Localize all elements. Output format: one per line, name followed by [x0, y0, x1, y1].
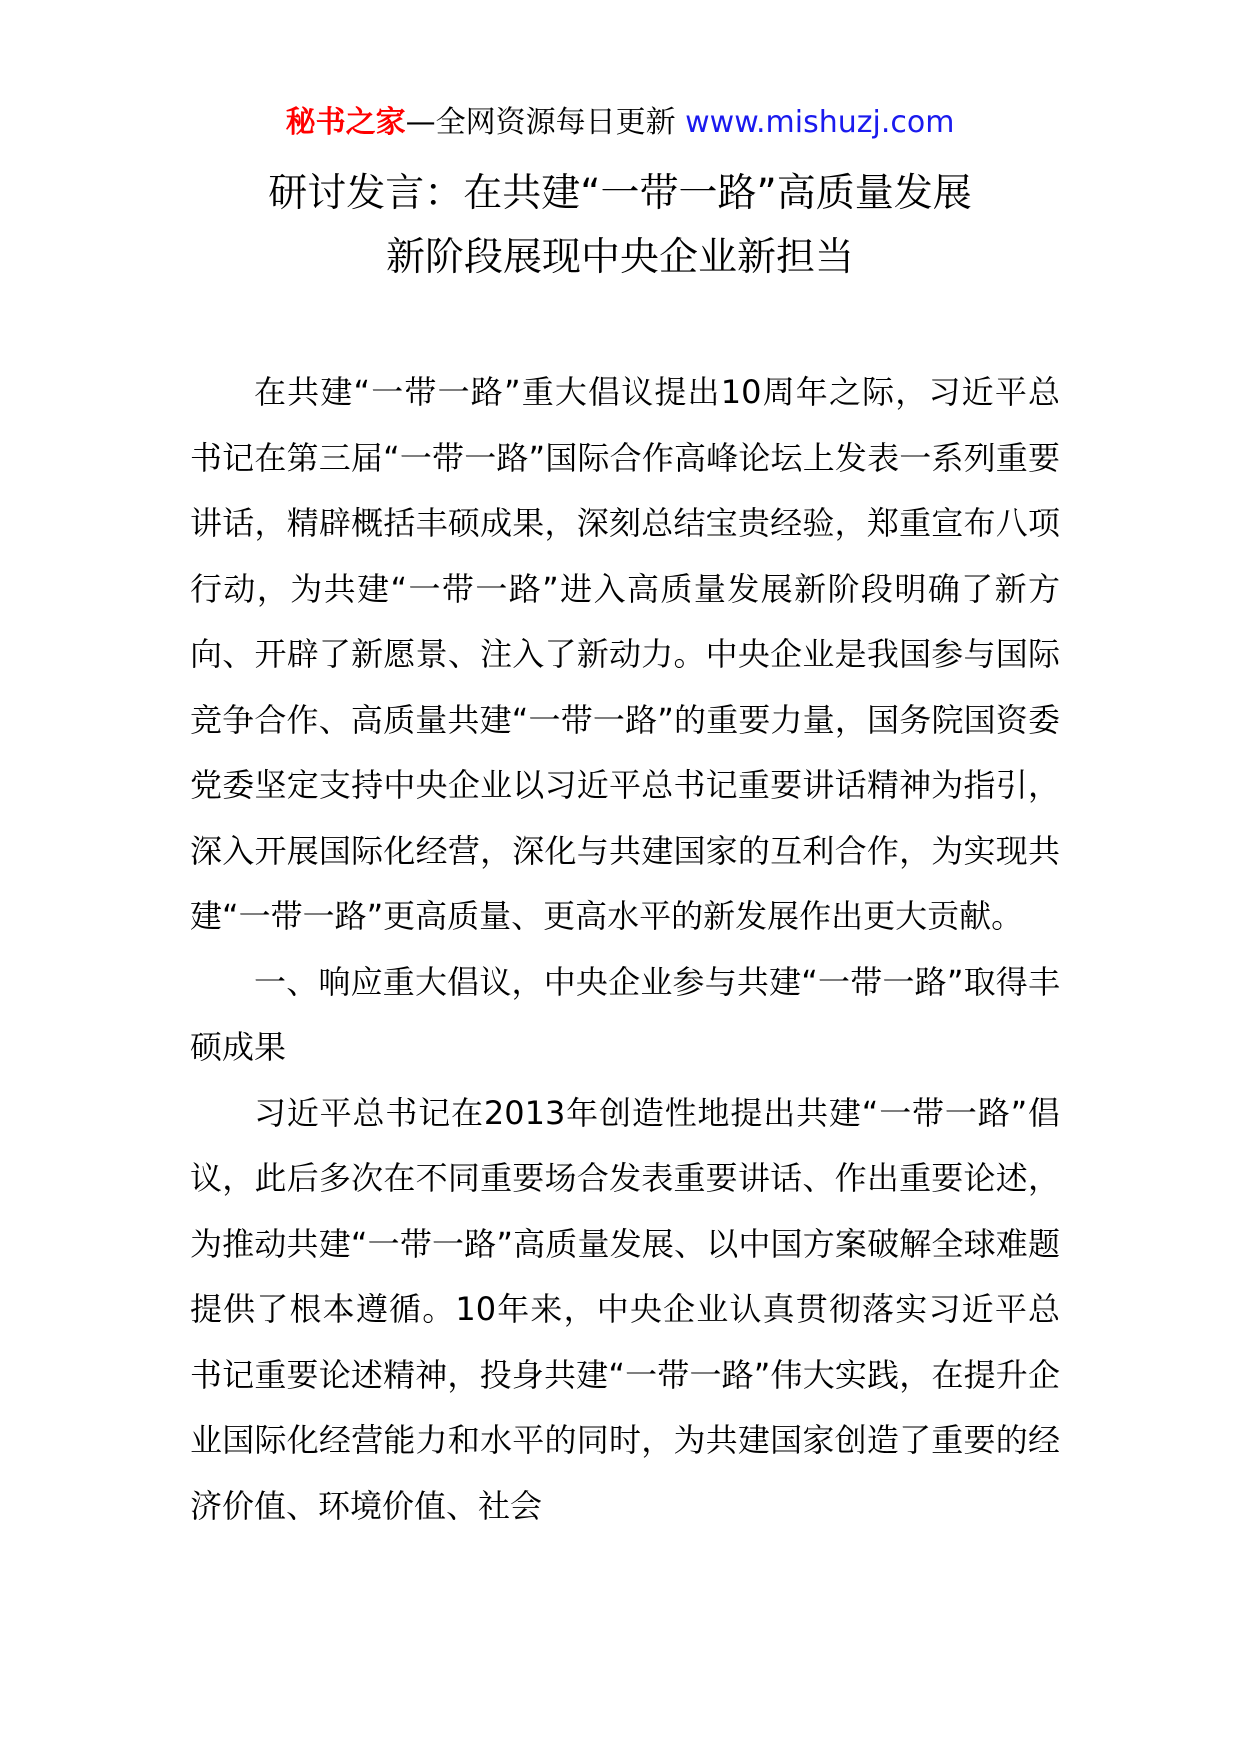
page-header [0, 100, 1240, 146]
body-paragraph: 在共建“一带一路”重大倡议提出10周年之际，习近平总书记在第三届“一带一路”国际合作高峰论坛上发表一系列重要讲话，精辟概括丰硕成果，深刻总结宝贵经验，郑重宣布八项行动，为共建“一带一路”进入高质量发展新阶段明确了新方向、开辟了新愿景、注入了新动力。中央企业是我国参与国际竞争合作、高质量共建“一带一路”的重要力量，国务院国资委党委坚定支持中央企业以习近平总书记重要讲话精神为指引，深入开展国际化经营，深化与共建国家的互利合作，为实现共建“一带一路”更高质量、更高水平的新发展作出更大贡献。 [190, 373, 1060, 935]
website-link[interactable]: www.mishuzj.com [685, 105, 955, 140]
body-paragraph: 习近平总书记在2013年创造性地提出共建“一带一路”倡议，此后多次在不同重要场合发表重要讲话、作出重要论述，为推动共建“一带一路”高质量发展、以中国方案破解全球难题提供了根本遵循。10年来，中央企业认真贯彻落实习近平总书记重要论述精神，投身共建“一带一路”伟大实践，在提升企业国际化经营能力和水平的同时，为共建国家创造了重要的经济价值、环境价值、社会 [190, 1093, 1060, 1525]
document-title-line-1: 研讨发言：在共建“一带一路”高质量发展 [268, 171, 972, 216]
header-slogan: —全网资源每日更新 [405, 105, 676, 140]
document-title-line-2: 新阶段展现中央企业新担当 [385, 235, 854, 280]
document-body [190, 360, 1060, 1539]
brand-name: 秘书之家 [285, 105, 406, 140]
section-heading: 一、响应重大倡议，中央企业参与共建“一带一路”取得丰硕成果 [190, 962, 1060, 1066]
